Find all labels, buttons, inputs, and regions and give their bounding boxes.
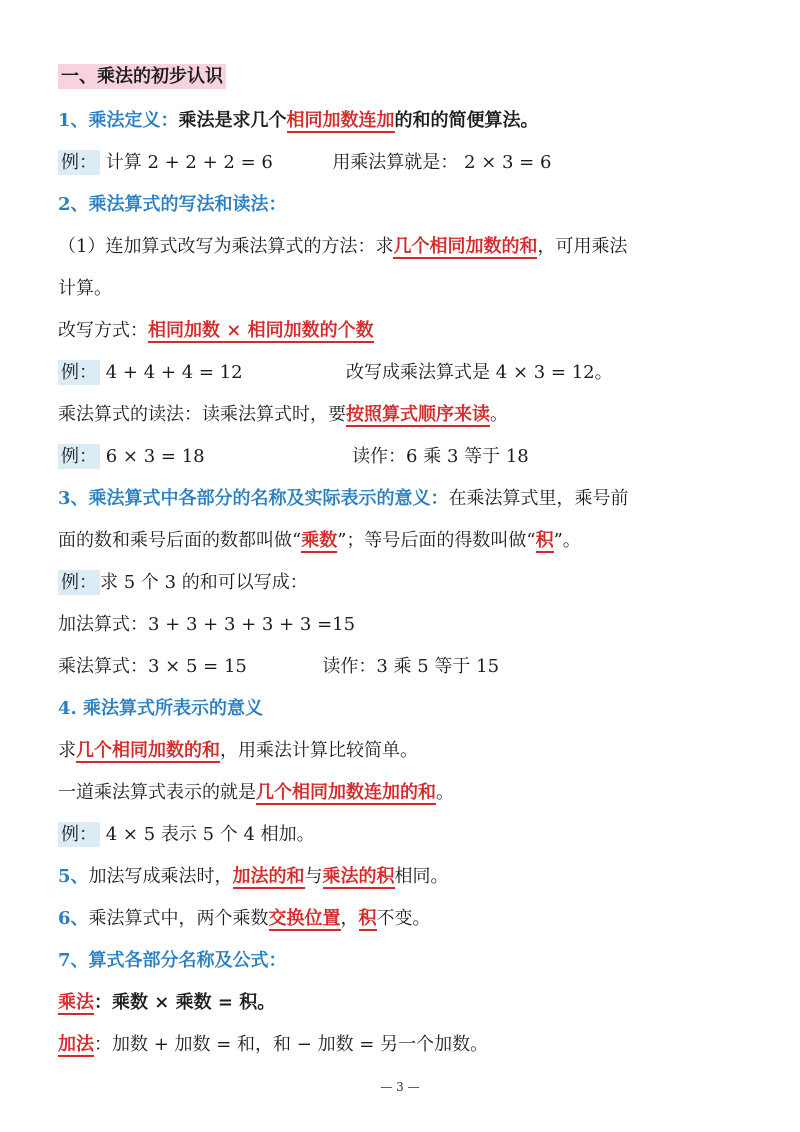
s1-label: 1、乘法定义： [58,110,179,131]
s1-red: 相同加数连加 [286,110,395,131]
example-5-text: 4 × 5 表示 5 个 4 相加。 [105,824,315,845]
s5-red2: 乘法的积 [322,866,395,887]
example-1-result: 用乘法算就是： 2 × 3 = 6 [332,152,552,173]
p2-line [58,234,760,260]
example-tag: 例： [58,360,100,385]
p7-a: 乘法算式：3 × 5 = 15 [58,656,247,677]
p8-pre: 求 [58,740,76,761]
example-tag: 例： [58,570,100,595]
f2-red: 加法 [58,1034,94,1055]
p3-red: 相同加数 × 相同加数的个数 [148,320,374,341]
example-2-expr: 4 + 4 + 4 = 12 [105,362,243,383]
p5-red1: 乘数 [301,530,338,551]
definition-line [58,108,760,134]
s6-red2: 积 [358,908,377,929]
f1-red: 乘法 [58,992,94,1013]
s5-red1: 加法的和 [232,866,305,887]
p4-pre: 乘法算式的读法：读乘法算式时，要 [58,404,346,425]
s6-red1: 交换位置 [268,908,341,929]
page-number: — 3 — [380,1080,420,1094]
p2-red: 几个相同加数的和 [393,236,538,257]
p8-red: 几个相同加数的和 [76,740,220,761]
p2-post: ，可用乘法 [537,236,628,257]
p8-post: ，用乘法计算比较简单。 [220,740,418,761]
example-4-text: 求 5 个 3 的和可以写成： [100,572,308,593]
example-4 [58,570,760,596]
p9-pre: 一道乘法算式表示的就是 [58,782,256,803]
s7-heading [58,948,760,974]
s6-mid: ， [340,908,359,929]
s1-pre: 乘法是求几个 [178,110,287,131]
p2-cont [58,276,760,302]
f1-text: ：乘数 × 乘数 = 积。 [94,992,276,1013]
f2-text: ：加数 + 加数 = 和，和 − 加数 = 另一个加数。 [94,1034,489,1055]
p9-post: 。 [436,782,454,803]
s6-pre: 乘法算式中，两个乘数 [88,908,269,929]
p5-pre: 面的数和乘号后面的数都叫做“ [58,530,302,551]
s7-label: 7、算式各部分名称及公式： [58,950,287,971]
s3-label: 3、乘法算式中各部分的名称及实际表示的意义： [58,488,449,509]
p2-cont-text: 计算。 [58,278,112,299]
example-tag: 例： [58,822,100,847]
s3-line [58,486,760,512]
formula-multiply [58,990,760,1016]
s2-label: 2、乘法算式的写法和读法： [58,194,287,215]
p8-line [58,738,760,764]
p7-line [58,654,760,680]
formula-add [58,1032,760,1058]
s6-label: 6、 [58,908,89,929]
example-3-result: 读作：6 乘 3 等于 18 [352,446,529,467]
section-title [58,64,760,90]
example-3 [58,444,760,470]
p4-red: 按照算式顺序来读 [346,404,490,425]
p4-line [58,402,760,428]
p5-mid: ”；等号后面的得数叫做“ [337,530,536,551]
p5-line [58,528,760,554]
example-1 [58,150,760,176]
s5-line [58,864,760,890]
example-2 [58,360,760,386]
example-5 [58,822,760,848]
s3-post: 在乘法算式里，乘号前 [448,488,629,509]
p6-text: 加法算式：3 + 3 + 3 + 3 + 3 =15 [58,614,356,635]
p2-pre: （1）连加算式改写为乘法算式的方法：求 [58,236,394,257]
p6-line [58,612,760,638]
example-tag: 例： [58,150,100,175]
example-3-expr: 6 × 3 = 18 [105,446,205,467]
s1-post: 的和的简便算法。 [394,110,539,131]
s4-heading [58,696,760,722]
p3-pre: 改写方式： [58,320,148,341]
title-text: 一、乘法的初步认识 [58,64,226,89]
s5-post: 相同。 [394,866,449,887]
p9-line [58,780,760,806]
p5-post: ”。 [553,530,581,551]
s2-heading [58,192,760,218]
example-2-result: 改写成乘法算式是 4 × 3 = 12。 [346,362,613,383]
p4-post: 。 [490,404,508,425]
p9-red: 几个相同加数连加的和 [256,782,436,803]
s4-label: 4. 乘法算式所表示的意义 [58,698,264,719]
s5-label: 5、 [58,866,89,887]
example-1-expr: 计算 2 + 2 + 2 = 6 [105,152,273,173]
s5-pre: 加法写成乘法时， [88,866,233,887]
example-tag: 例： [58,444,100,469]
s6-line [58,906,760,932]
p3-line [58,318,760,344]
s5-mid: 与 [304,866,323,887]
s6-post: 不变。 [376,908,431,929]
p7-b: 读作：3 乘 5 等于 15 [322,656,500,677]
p5-red2: 积 [535,530,554,551]
